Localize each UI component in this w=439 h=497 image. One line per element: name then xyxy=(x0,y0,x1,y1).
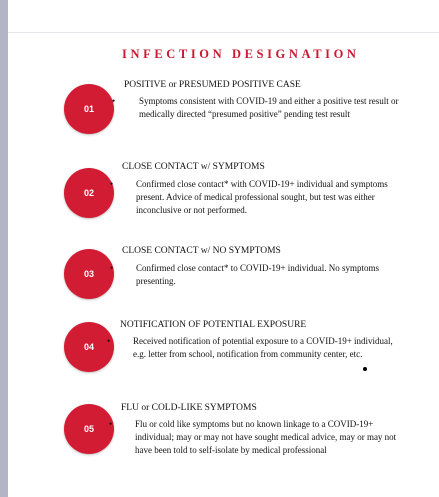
number-badge-label: 04 xyxy=(83,342,94,352)
item-description: Confirmed close contact* with COVID-19+ individual and symptoms present. Advice of medical professional sought, but test was either inconclusive or not performed. xyxy=(136,179,388,215)
stray-dot xyxy=(363,367,367,371)
bullet-mark: • xyxy=(109,419,113,429)
bullet-mark: • xyxy=(110,179,114,189)
item-description: Symptoms consistent with COVID-19 and either a positive test result or medically directed “presumed positive” pending test result xyxy=(139,96,399,119)
number-badge xyxy=(64,404,114,454)
item-heading: FLU or COLD-LIKE SYMPTOMS xyxy=(121,403,257,413)
bullet-mark: • xyxy=(107,336,111,346)
number-badge-label: 05 xyxy=(83,424,94,434)
number-badge xyxy=(64,84,114,134)
header-divider xyxy=(8,32,439,33)
item-description: Confirmed close contact* to COVID-19+ individual. No symptoms presenting. xyxy=(136,263,380,286)
number-badge-label: 03 xyxy=(83,269,94,279)
number-badge xyxy=(64,249,114,299)
item-heading: CLOSE CONTACT w/ SYMPTOMS xyxy=(122,162,265,172)
left-margin-bar xyxy=(0,0,8,497)
item-description: Received notification of potential exposure to a COVID-19+ individual, e.g. letter from school, notification from community center, etc. xyxy=(133,336,393,359)
number-badge xyxy=(64,322,114,372)
item-heading: NOTIFICATION OF POTENTIAL EXPOSURE xyxy=(120,320,307,330)
number-badge xyxy=(64,168,114,218)
page-title: INFECTION DESIGNATION xyxy=(122,47,360,61)
bullet-mark: • xyxy=(112,96,116,106)
item-heading: POSITIVE or PRESUMED POSITIVE CASE xyxy=(124,80,301,90)
bullet-mark: • xyxy=(110,263,114,273)
number-badge-label: 02 xyxy=(83,188,94,198)
item-description: Flu or cold like symptoms but no known linkage to a COVID-19+ individual; may or may not have sought medical advice, may or may not have been told to self-isolate by medical professional xyxy=(135,419,397,455)
number-badge-label: 01 xyxy=(83,104,94,114)
item-heading: CLOSE CONTACT w/ NO SYMPTOMS xyxy=(122,246,281,256)
